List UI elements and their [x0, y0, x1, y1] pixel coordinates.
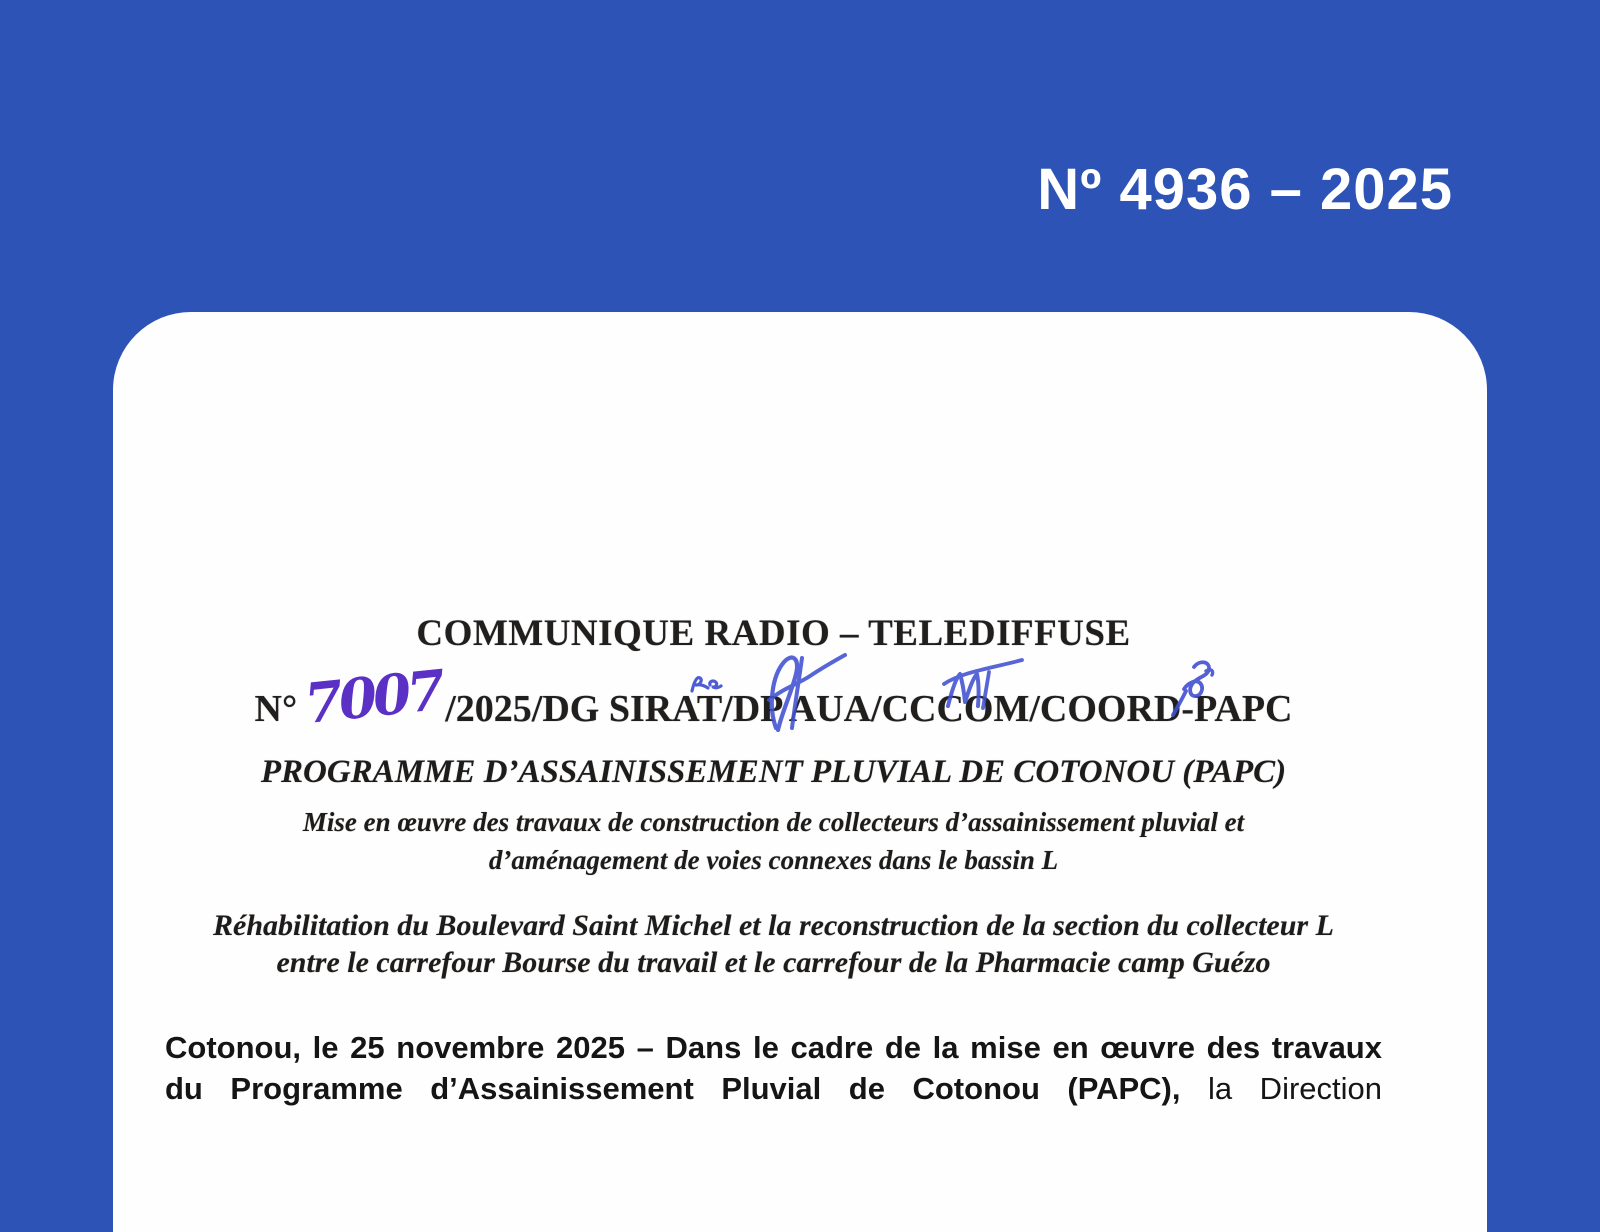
body-line-1: Cotonou, le 25 novembre 2025 – Dans le cadre de la mise en œuvre des travaux [165, 1030, 1382, 1065]
reference-suffix: /2025/DG SIRAT/DP AUA/CCCOM/COORD-PAPC [445, 688, 1293, 730]
document-content [165, 612, 1382, 1109]
body-line-2-bold: du Programme d’Assainissement Pluvial de Cotonou (PAPC), [165, 1071, 1181, 1106]
project-subtitle-line2: d’aménagement de voies connexes dans le bassin L [488, 845, 1059, 875]
body-line-2-regular: la Direction [1208, 1071, 1383, 1106]
program-title: PROGRAMME D’ASSAINISSEMENT PLUVIAL DE COTONOU (PAPC) [260, 754, 1287, 790]
document-reference-line [165, 657, 1382, 737]
section-title-line2: entre le carrefour Bourse du travail et le carrefour de la Pharmacie camp Guézo [276, 946, 1271, 979]
issue-number: Nº 4936 – 2025 [1037, 157, 1453, 222]
project-subtitle [165, 803, 1382, 879]
section-title [165, 907, 1382, 981]
section-title-line1: Réhabilitation du Boulevard Saint Michel et la reconstruction de la section du collecteur L [213, 909, 1334, 942]
project-subtitle-line1: Mise en œuvre des travaux de construction de collecteurs d’assainissement pluvial et [302, 807, 1245, 837]
handwritten-reference-number: 7007 [301, 657, 445, 737]
reference-prefix: N° [254, 688, 298, 730]
body-paragraph [165, 1027, 1382, 1109]
body-line-2 [165, 1068, 1382, 1109]
document-card [113, 312, 1487, 1232]
document-title: COMMUNIQUE RADIO – TELEDIFFUSE [416, 613, 1131, 654]
